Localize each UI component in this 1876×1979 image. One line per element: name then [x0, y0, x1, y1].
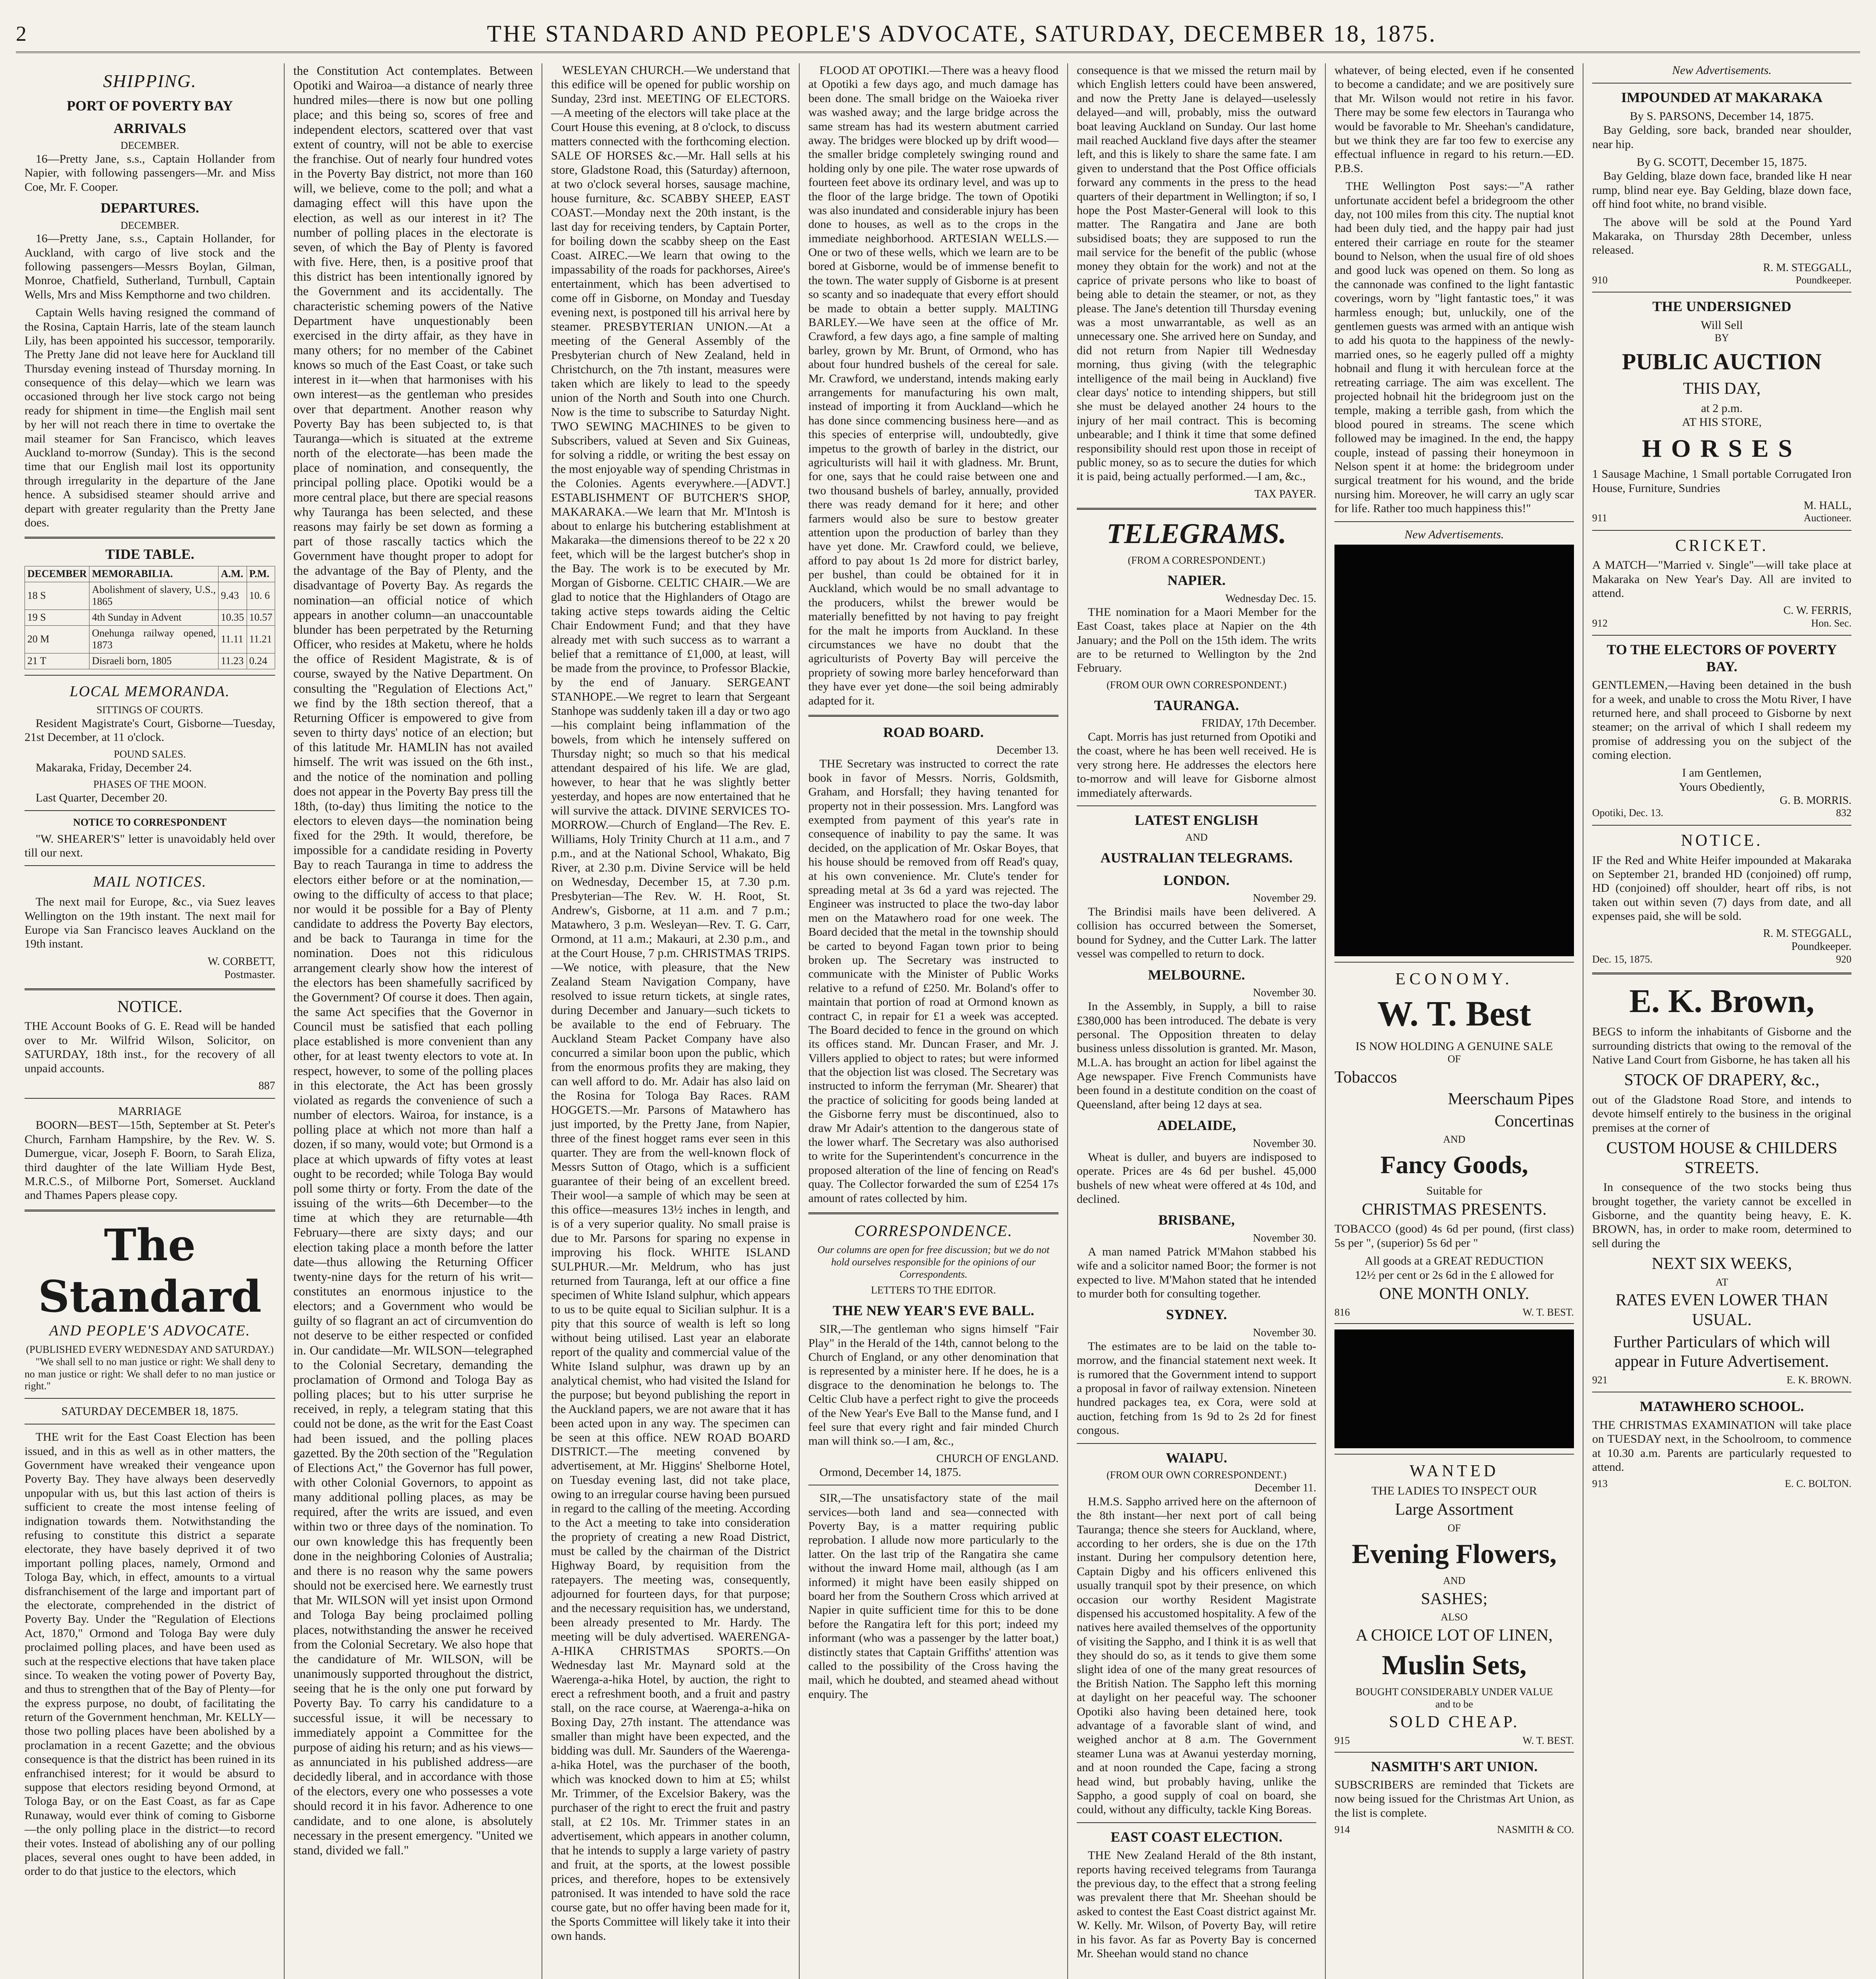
sittings-text: Resident Magistrate's Court, Gisborne—Tuesday, 21st December, at 11 o'clock.	[25, 717, 275, 744]
auction-items: 1 Sausage Machine, 1 Small portable Corrugated Iron House, Furniture, Sundries	[1592, 467, 1851, 495]
auction-by: BY	[1714, 332, 1729, 344]
electors-heading: TO THE ELECTORS OF POVERTY BAY.	[1606, 642, 1837, 674]
best-of: OF	[1447, 1053, 1461, 1065]
moon-heading: PHASES OF THE MOON.	[93, 778, 207, 790]
waiapu-heading: WAIAPU.	[1165, 1449, 1227, 1466]
best-one-month: ONE MONTH ONLY.	[1379, 1285, 1529, 1303]
notice-text: THE Account Books of G. E. Read will be handed over to Mr. Wilfrid Wilson, Solicitor, on SATURDAY, 18th inst., for the recovery of all unpaid accounts.	[25, 1020, 275, 1075]
ball-letter-text: SIR,—The gentleman who signs himself "Fair Play" in the Herald of the 14th, cannot belong to the Church of England, or any other denomination that is represented by a minister here. If he does, he is a disgrace to the denomination he belongs to. The Celtic Club have a perfect right to give the proceeds of the New Year's Eve Ball to the Manse fund, and I feel sure that every right and fair minded Church man will think so.—I am, &c.,	[808, 1322, 1059, 1448]
from-own-correspondent: (FROM OUR OWN CORRESPONDENT.)	[1106, 679, 1287, 691]
marriage-text: BOORN—BEST—15th, September at St. Peter's Church, Farnham Hampshire, by the Rev. W. S. Dumergue, vicar, Joseph F. Boorn, to Sarah Eliza, third daughter of the late William Hyde Best, M.R.C.S., of Milborne Port, Somerset. Auckland and Thames Papers please copy.	[25, 1119, 275, 1202]
column-5	[1068, 63, 1325, 1979]
local-memoranda-heading: LOCAL MEMORANDA.	[70, 683, 230, 700]
cricket-ad-number: 912	[1592, 617, 1608, 629]
column-2	[285, 63, 542, 1979]
marriage-heading: MARRIAGE	[118, 1105, 182, 1118]
tide-cell: 11.23	[219, 653, 247, 669]
wanted-signature: W. T. BEST.	[1522, 1734, 1574, 1746]
tide-cell: 4th Sunday in Advent	[89, 610, 219, 625]
local-news-items: WESLEYAN CHURCH.—We understand that this edifice will be opened for public worship on Sunday, 23rd inst. MEETING OF ELECTORS.—A meeting of the electors will take place at the Court House this evening, at 8 o'clock, to discuss matters connected with the forthcoming election. SALE OF HORSES &c.—Mr. Hall sells at his store, Gladstone Road, this (Saturday) afternoon, at two o'clock several horses, sausage machine, house furniture, &c. SCABBY SHEEP, EAST COAST.—Monday next the 20th instant, is the last day for receiving tenders, by Captain Porter, for boiling down the scabby sheep on the East Coast. AIREC.—We learn that owing to the impassability of the roads for packhorses, Airee's entertainment, which has been advertised to come off in Gisborne, on Monday and Tuesday evening next, is postponed till his arrival here by steamer. PRESBYTERIAN UNION.—At a meeting of the General Assembly of the Presbyterian church of New Zealand, held in Christchurch, on the 7th instant, measures were taken which are likely to lead to the speedy union of the North and South into one Church. Now is the time to subscribe to Saturday Night. TWO SEWING MACHINES to be given to Subscribers, valued at Seven and Six Guineas, for solving a riddle, or writing the best essay on the most enjoyable way of spending Christmas in the Colonies. Agents everywhere.—[ADVT.] ESTABLISHMENT OF BUTCHER'S SHOP, MAKARAKA.—We learn that Mr. M'Intosh is about to enlarge his butchering establishment at Makaraka—the dimensions thereof to be 22 x 20 feet, which will be the largest butcher's shop in the Bay. The work is to be executed by Mr. Morgan of Gisborne. CELTIC CHAIR.—We are glad to notice that the Highlanders of Otago are taking active steps towards aiding the Celtic Chair Endowment Fund; and that they have already met with such success as to warrant a belief that a remittance of £1,000, at least, will be made from the province, to Professor Blackie, by the end of January. SERGEANT STANHOPE.—We regret to learn that Sergeant Stanhope was suddenly taken ill a day or two ago—his complaint being inflammation of the bowels, from which he intensely suffered on Thursday night; so much so that his medical attendant despaired of his life. We are glad, however, to hear that he was slightly better yesterday, and hopes are now entertained that he will survive the attack. DIVINE SERVICES TO-MORROW.—Church of England—The Rev. E. Williams, Holy Trinity Church at 11 a.m., and 7 p.m., and at the National School, Whakato, Big River, at 2.30 p.m. Divine Service will be held on Wednesday, December 15, at 7.30 p.m. Presbyterian—The Rev. W. H. Root, St. Andrew's, Gisborne, at 11 a.m. and 7 p.m.; Matawhero, 3 p.m. Wesleyan—Rev. T. G. Carr, Ormond, at 11 a.m.; Makauri, at 2.30 p.m., and at the Court House, 7 p.m. CHRISTMAS TRIPS.—We notice, with pleasure, that the New Zealand Steam Navigation Company, have resolved to issue return tickets, at single rates, during December and January—such tickets to be available to the end of February. The Auckland Steam Packet Company have also concurred a similar boon upon the public, which from the enormous profits they are making, they can well afford to do. Mr. Adair has also laid on the Rosina for Tologa Bay Races. RAM HOGGETS.—Mr. Parsons of Matawhero has just imported, by the Pretty Jane, from Napier, three of the finest hogget rams ever seen in this quarter. They are from the well-known flock of Messrs Sutton of Otago, which is a sufficient guarantee of their being of an excellent breed. Their wool—a sample of which may be seen at this office—measures 13½ inches in length, and is of a very superior quality. No small praise is due to Mr. Parsons for sparing no expense in improving his flock. WHITE ISLAND SULPHUR.—Mr. Meldrum, who has just returned from Tauranga, left at our office a fine specimen of White Island sulphur, which appears to us to be quite equal to Sicilian sulphur. It is a pity that this source of wealth is left so long without being utilised. Last year an elaborate report of the quality and commercial value of the White Island sulphur, was drawn up by an analytical chemist, who had visited the Island for the purpose; but beyond publishing the report in the Auckland papers, we are not aware that it has been acted upon in any way. The specimen can be seen at this office. NEW ROAD BOARD DISTRICT.—The meeting convened by advertisement, at Mr. Higgins' Shelborne Hotel, on Tuesday evening last, did not take place, owing to an irregular course having been pursued in regard to the calling of the meeting. According to the Act a meeting to take into consideration the propriety of creating a new Road District, must be called by the chairman of the District Highway Board, by requisition from the ratepayers. The meeting was, consequently, adjourned for fourteen days, for that purpose; and the necessary requisition has, we understand, been already presented to Mr. Hardy. The meeting will be duly advertised. WAERENGA-A-HIKA CHRISTMAS SPORTS.—On Wednesday last Mr. Maynard sold at the Waerenga-a-hika Hotel, by auction, the right to erect a refreshment booth, and a fruit and pastry stall, on the race course, at Waerenga-a-hika on Boxing Day, 27th instant. The attendance was smaller than might have been expected, and the bidding was dull. Mr. Saunders of the Waerenga-a-hika Hotel, was the purchaser of the booth, which was knocked down to him at £5; whilst Mr. Trimmer, of the Excelsior Bakery, was the purchaser of the right to erect the fruit and pastry stall, at £2 10s. Mr. Trimmer states in an advertisement, which appears in another column, that he intends to supply a large variety of pastry and fruit, at the sports, at the lowest possible prices, and therefore, hopes to be extensively patronised. It was intended to have sold the race course gate, but no offer having been made for it, the Sports Committee will likely take it into their own hands.	[551, 63, 790, 1943]
east-coast-election-heading: EAST COAST ELECTION.	[1110, 1829, 1283, 1845]
tide-cell: 11.21	[247, 625, 275, 653]
brown-custom-house: CUSTOM HOUSE & CHILDERS STREETS.	[1606, 1139, 1838, 1177]
departure-entry: 16—Pretty Jane, s.s., Captain Hollander, for Auckland, with cargo of live stock and the following passengers—Messrs Boylan, Gilman, Monroe, Chatfield, Sutherland, Turnbull, Captain Wells, Mrs and Miss Kempthorne and two children.	[25, 232, 275, 301]
editorial-text: THE writ for the East Coast Election has been issued, and in this as well as in other matters, the Government have wreaked their vengeance upon Poverty Bay. They have always been deservedly unpopular with us, but this last action of theirs is sufficient to create the most intense feeling of indignation towards them. Notwithstanding the refusing to constitute this district a separate electorate, they have basely deprived it of two important polling places, namely, Ormond and Tologa Bay, which, in effect, amounts to a virtual disfranchisement of the large and important part of the electorate, comprehended in the district of Poverty Bay. Under the "Regulation of Elections Act, 1870," Ormond and Tologa Bay were duly proclaimed polling places, and have been used as such at the respective elections that have taken place since. To weaken the voting power of Poverty Bay, and thus to strengthen that of the Bay of Plenty—for the express purpose, no doubt, of facilitating the return of the Government henchman, Mr. KELLY—those two polling places have been abolished by a proclamation in a recent Gazette; and the obvious consequence is that the district has been ruined in its enfranchised interest; for it would be absurd to suppose that electors residing beyond Ormond, at Tologa Bay, or on the East Coast, as far as Cape Runaway, would ever think of coming to Gisborne—the only polling place in the district—to record their votes. Instead of abolishing any of our polling places, several ones ought to have been added, in order to do that justice to the electors, which	[25, 1430, 275, 1878]
postmaster-title: Postmaster.	[224, 968, 275, 981]
local-news-continued: FLOOD AT OPOTIKI.—There was a heavy flood at Opotiki a few days ago, and much damage has been done. The small bridge on the Waioeka river was washed away; and the large bridge across the same stream has had its western abutment carried away. The bridges were blocked up by drift wood—the smaller bridge completely swinging round and holding only by one pile. The water rose upwards of fourteen feet above its ordinary level, and was up to the floor of the large bridge. The town of Opotiki was also inundated and considerable injury has been done to houses, as well as to the crops in the immediate neighborhood. ARTESIAN WELLS.—One or two of these wells, which we learn are to be bored at Gisborne, would be of immense benefit to the town. The water supply of Gisborne is at present so scanty and so inadequate that every effort should be made to obtain a better supply. MALTING BARLEY.—We have seen at the office of Mr. Crawford, a few days ago, a fine sample of malting barley, grown by Mr. Brunt, of Ormond, who has about four hundred bushels of the cereal for sale. Mr. Crawford, we understand, intends making early arrangements for manufacturing his own malt, instead of importing it from Auckland—which he has done since commencing business here—and as this species of enterprise will, undoubtedly, give impetus to the growth of barley in the district, our agriculturists will hail it with gladness. Mr. Brunt, for one, says that he could raise between one and two thousand bushels of barley, annually, provided there was ready demand for it here; and other farmers would also be sure to bestow greater attention upon the production of barley than they have yet done. Mr. Crawford could, we believe, afford to pay about 1s 2d more for district barley, per bushel, than could be obtained for it in Auckland, which would be no small advantage to the producers, whilst the brewer would be materially benefitted by not having to pay freight for the malt he imports from Auckland. In these circumstances we have no doubt that the agriculturists of Poverty Bay will perceive the propriety of sowing more barley henceforward than they have ever yet done—the soil being admirably adapted for it.	[808, 64, 1059, 707]
wanted-also: ALSO	[1441, 1611, 1468, 1623]
school-heading: MATAWHERO SCHOOL.	[1640, 1398, 1804, 1415]
shipping-heading: SHIPPING.	[103, 71, 197, 91]
brown-text-3: In consequence of the two stocks being thus brought together, the variety cannot be excelled in Gisborne, and the quantity being heavy, E. K. BROWN, has, in order to make room, determined to sell during the	[1592, 1181, 1851, 1250]
and-connector: AND	[1185, 832, 1208, 843]
wanted-heading: WANTED	[1409, 1462, 1499, 1481]
public-auction-heading: PUBLIC AUCTION	[1622, 349, 1822, 374]
sydney-text: The estimates are to be laid on the table to-morrow, and the financial statement next week. It is rumored that the Government intend to support a proposal in favor of railway extension. Nineteen hundred packages tea, ex Cora, were sold at auction, fetching from 1s 9d to 2s 2d for finest congous.	[1077, 1339, 1316, 1437]
tide-cell: 0.24	[247, 653, 275, 669]
best-and: AND	[1443, 1134, 1465, 1145]
economy-heading: ECONOMY.	[1395, 970, 1513, 988]
letters-heading: LETTERS TO THE EDITOR.	[871, 1284, 996, 1296]
waiapu-date: December 11.	[1254, 1481, 1316, 1494]
brown-further: Further Particulars of which will appear in Future Advertisement.	[1613, 1333, 1830, 1371]
table-row	[25, 582, 275, 610]
mail-letter-text: SIR,—The unsatisfactory state of the mail services—both land and sea—connected with Poverty Bay, is a matter requiring public reprobation. I allude now more particularly to the latter. On the last trip of the Rangatira she came without the inward Home mail, although (as I am informed) it might have been easily shipped on board her from the Southern Cross which arrived at Napier in quite sufficient time for this to be done before the Rangatira left for this port; indeed my informant (who was a passenger by the latter boat,) distinctly states that Captain Griffiths' attention was called to the possibility of the Cross having the mail, which he doubted, and steamed ahead without enquiry. The	[808, 1491, 1059, 1701]
impounded-heading: IMPOUNDED AT MAKARAKA	[1621, 89, 1823, 106]
postmaster-name: W. CORBETT,	[207, 955, 275, 968]
tide-cell: 10. 6	[247, 582, 275, 610]
london-heading: LONDON.	[1163, 872, 1230, 888]
tide-col-header: P.M.	[247, 566, 275, 582]
at-his-store: AT HIS STORE,	[1682, 416, 1762, 429]
mail-letter-continued: consequence is that we missed the return mail by which English letters could have been answered, and now the Pretty Jane is delayed—uselessly delayed—and will, probably, miss the outward boat leaving Auckland on Sunday. Our last home mail reached Auckland five days after the steamer left, and this is likely to share the same fate. I am given to understand that the Post Office officials forward any comments in the press to the head quarters of their department in Wellington; if so, I hope the Post Master-General will look to this matter. The Rangatira and Jane are both subsidised boats; they are supposed to run the mail service for the benefit of the public (whose money they obtain for the work) and not at the caprice of private persons who like to boast of being able to detain the steamer, or not, as they please. The Jane's detention till Thursday evening was a most unwarrantable, as well as an unnecessary one. She arrived here on Sunday, and did not return from Napier till Wednesday morning, thus giving (with the telegraphic intelligence of the mail being in Auckland) five clear days' notice to intending shippers, but still she must be delayed another 24 hours to the injury of her mail contract. This is becoming unbearable; and I think it time that some defined responsibility should rest upon those in receipt of public money, so as to secure the duties for which it is paid, being actually performed.—I am, &c.,	[1077, 64, 1316, 483]
best-signature: W. T. BEST.	[1522, 1306, 1574, 1318]
heifer-notice-date: Dec. 15, 1875.	[1592, 953, 1653, 965]
brown-rates: RATES EVEN LOWER THAN USUAL.	[1615, 1291, 1828, 1329]
table-row	[25, 610, 275, 625]
newspaper-title: THE STANDARD AND PEOPLE'S ADVOCATE, SATURDAY, DECEMBER 18, 1875.	[487, 20, 1437, 47]
school-text: THE CHRISTMAS EXAMINATION will take place on TUESDAY next, in the Schoolroom, to commence at 10.30 a.m. Parents are particularly requested to attend.	[1592, 1418, 1851, 1474]
correspondence-heading: CORRESPONDENCE.	[854, 1221, 1013, 1240]
tide-table	[25, 566, 275, 669]
undersigned-heading: THE UNDERSIGNED	[1652, 298, 1792, 315]
editorial-dateline: SATURDAY DECEMBER 18, 1875.	[61, 1404, 238, 1418]
best-pipes: Meerschaum Pipes	[1448, 1090, 1574, 1109]
correspondence-note: Our columns are open for free discussion; but we do not hold ourselves responsible for the opinions of our Correspondents.	[817, 1244, 1049, 1280]
best-ad-number: 816	[1334, 1306, 1350, 1318]
notice-heading: NOTICE.	[117, 997, 182, 1016]
tide-cell: 19 S	[25, 610, 89, 625]
tauranga-heading: TAURANGA.	[1154, 697, 1239, 713]
tide-cell: 9.43	[219, 582, 247, 610]
best-advertisement	[1334, 962, 1574, 1324]
adelaide-text: Wheat is duller, and buyers are indisposed to operate. Prices are 4s 6d per bushel. 45,000 bushels of new wheat were offered at 4s 10d, and declined.	[1077, 1150, 1316, 1206]
muslin-sets: Muslin Sets,	[1382, 1650, 1527, 1681]
sydney-date: November 30.	[1253, 1326, 1316, 1339]
bolton-signature: E. C. BOLTON.	[1785, 1478, 1851, 1490]
electors-text: GENTLEMEN,—Having been detained in the bush for a week, and unable to cross the Motu River, I have returned here, and shall proceed to Gisborne by next steamer; on the arrival of which I shall redeem my promise of addressing you on the subject of the coming election.	[1592, 678, 1851, 762]
school-ad-number: 913	[1592, 1478, 1608, 1490]
tide-cell: 10.35	[219, 610, 247, 625]
best-concertinas: Concertinas	[1494, 1112, 1574, 1130]
nasmith-text: SUBSCRIBERS are reminded that Tickets are now being issued for the Christmas Art Union, as the list is complete.	[1334, 1778, 1574, 1819]
ball-letter-signature: CHURCH OF ENGLAND.	[936, 1452, 1059, 1465]
australian-telegrams-heading: AUSTRALIAN TELEGRAMS.	[1100, 850, 1293, 866]
table-row	[25, 625, 275, 653]
road-board-text: THE Secretary was instructed to correct the rate book in favor of Messrs. Norris, Goldsmith, Graham, and Horsfall; they having tenanted for property not in their possession. Mrs. Langford was exempted from payment of this year's rate in consequence of inability to pay the same. It was decided, on the application of Mr. Oskar Boyes, that his house should be removed from off Read's quay, at his own convenience. Mr. Clute's tender for spreading metal at 3s 6d a yard was rejected. The Engineer was instructed to place the two-day labor men on the Matawhero road for one week. The Board decided that the metal in the township should be carted to beyond Fagan town prior to being broken up. The Secretary was instructed to communicate with the Minister of Public Works relative to a refund of £250. Mr. Boland's offer to maintain that portion of road at Ormond known as contract C, in repair for £1 a week was accepted. The Board decided to fence in the ground on which its offices stand. Mr. Duncan Fraser, and Mr. J. Villers applied to object to rates; but were informed that the objection list was closed. The Secretary was instructed to inform the ferryman (Mr. Shearer) that the practice of soliciting for goods being landed at the Gisborne ferry must be discontinued, also to draw Mr Adair's attention to the dangerous state of the lower wharf. The Secretary was also authorised to write for the Superintendent's concurrence in the proposed alteration of the line of fencing on Read's quay. The Collector forwarded the sum of £254 17s amount of rates collected by him.	[808, 757, 1059, 1205]
mail-letter-signature: TAX PAYER.	[1254, 488, 1316, 500]
and-to-be: and to be	[1435, 1698, 1473, 1710]
pound-sales-heading: POUND SALES.	[114, 748, 186, 760]
impounded-text-2: Bay Gelding, blaze down face, branded like H near rump, blind near eye. Bay Gelding, blaze down face, off hind foot white, no brand visible.	[1592, 169, 1851, 211]
sashes: SASHES;	[1421, 1590, 1488, 1608]
impounded-by-2: By G. SCOTT, December 15, 1875.	[1637, 156, 1807, 169]
impounded-text: Bay Gelding, sore back, branded near shoulder, near hip.	[1592, 123, 1851, 151]
brown-next-six-weeks: NEXT SIX WEEKS,	[1652, 1255, 1792, 1273]
sittings-heading: SITTINGS OF COURTS.	[96, 704, 203, 716]
table-row	[25, 653, 275, 669]
sydney-heading: SYDNEY.	[1166, 1307, 1227, 1323]
ladies-line: THE LADIES TO INSPECT OUR	[1371, 1484, 1537, 1497]
motto: "We shall sell to no man justice or right: We shall deny to no man justice or right: We shall defer to no man justice or right."	[25, 1356, 275, 1392]
best-reduction: All goods at a GREAT REDUCTION	[1365, 1254, 1544, 1268]
nasmith-signature: NASMITH & CO.	[1497, 1824, 1574, 1836]
steggall-name-2: R. M. STEGGALL,	[1763, 927, 1851, 940]
brown-at: AT	[1715, 1276, 1728, 1288]
road-board-heading: ROAD BOARD.	[883, 724, 984, 740]
brisbane-heading: BRISBANE,	[1158, 1212, 1235, 1228]
london-text: The Brindisi mails have been delivered. A collision has occurred between the Somerset, bound for Sydney, and the Cutter Lark. The latter vessel was compelled to return to dock.	[1077, 905, 1316, 961]
from-correspondent: (FROM A CORRESPONDENT.)	[1128, 554, 1265, 566]
shipping-note: Captain Wells having resigned the command of the Rosina, Captain Harris, late of the steam launch Lily, has been appointed his successor, temporarily. The Pretty Jane did not leave here for Auckland till Thursday evening instead of Thursday morning. In consequence of this delay—which we learn was occasioned through her live stock cargo not being ready for shipment in time—the English mail sent by her will not reach there in time to overtake the mail steamer for San Francisco, which leaves Auckland to-morrow (Sunday). This is the second time that our English mail lost its opportunity through irregularity in the departure of the Jane hence. A subsidised steamer should arrive and depart with greater regularity than the Pretty Jane does.	[25, 306, 275, 529]
impound-ad-number: 910	[1592, 274, 1608, 286]
cricket-heading: CRICKET.	[1675, 536, 1769, 555]
electors-closing: Yours Obediently,	[1679, 780, 1765, 794]
melbourne-text: In the Assembly, in Supply, a bill to raise £380,000 has been introduced. The debate is very personal. The Opposition threaten to delay business unless dissolution is granted. Mr. Mason, M.L.A. has brought an action for libel against the Age newspaper. Five French Communists have been found in a destitute condition on the coast of Queensland, after being 12 days at sea.	[1077, 1000, 1316, 1111]
brown-text: BEGS to inform the inhabitants of Gisborne and the surrounding districts that owing to the removal of the Native Land Court from Gisborne, he has taken all his	[1592, 1025, 1851, 1067]
wellington-post-item: THE Wellington Post says:—"A rather unfortunate accident befel a bridegroom the other day, not 100 miles from this city. The nuptial knot had been duly tied, and the happy pair had just entered their carriage en route for the steamer bound to Nelson, when the usual fire of old shoes and good luck was opened on them. So long as the cannonade was confined to the light fantastic coverings, worn by "light fantastic toes," it was harmless enough; but, unluckily, one of the gentlemen guests was armed with an antique wish to add his quota to the happiness of the newly-married ones, so he eagerly pulled off a mighty hobnail and flung it with herculean force at the retreating carriage. The aim was excellent. The projected hobnail hit the bridegroom just on the temple, making a terrible gash, from which the blood poured in streams. The scene which followed may be imagined. In the end, the happy couple, instead of passing their honeymoon in Nelson spent it at home: the bridegroom under surgical treatment for his wound, and the bride nursing him. Moreover, he will carry an ugly scar for life. Rather too much happiness this!"	[1334, 180, 1574, 515]
arrivals-heading: ARRIVALS	[113, 120, 186, 136]
mail-notices-heading: MAIL NOTICES.	[93, 874, 207, 891]
horses-heading: HORSES	[1642, 434, 1802, 462]
new-advertisements-heading: New Advertisements.	[1404, 528, 1504, 541]
page-number: 2	[16, 22, 27, 46]
brown-name: E. K. Brown,	[1629, 983, 1815, 1020]
brisbane-date: November 30.	[1253, 1232, 1316, 1244]
notice-number: 887	[258, 1079, 275, 1092]
tauranga-text: Capt. Morris has just returned from Opotiki and the coast, where he has been well received. He is very strong here. He addresses the electors here to-morrow and will leave for Gisborne almost immediately afterwards.	[1077, 730, 1316, 800]
waiapu-source: (FROM OUR OWN CORRESPONDENT.)	[1106, 1469, 1287, 1481]
bought-under-value: BOUGHT CONSIDERABLY UNDER VALUE	[1355, 1686, 1553, 1698]
column-1	[16, 63, 284, 1979]
tide-cell: Disraeli born, 1805	[89, 653, 219, 669]
best-tobaccos: Tobaccos	[1334, 1068, 1397, 1086]
london-date: November 29.	[1253, 892, 1316, 905]
tide-cell: 10.57	[247, 610, 275, 625]
adelaide-heading: ADELAIDE,	[1157, 1117, 1236, 1134]
advocate-subtitle: AND PEOPLE'S ADVOCATE.	[49, 1322, 251, 1339]
column-3	[542, 63, 799, 1979]
tide-cell: 21 T	[25, 653, 89, 669]
departures-month: DECEMBER.	[120, 219, 179, 231]
moon-text: Last Quarter, December 20.	[36, 791, 167, 804]
east-coast-election-text: THE New Zealand Herald of the 8th instant, reports having received telegrams from Tauranga the previous day, to the effect that a strong feeling was prevalent there that Mr. Sheehan should be asked to contest the East Coast district against Mr. W. Kelly. Mr. Wilson, of Poverty Bay, will retire in his favor. As far as Poverty Bay is concerned Mr. Sheehan would stand no chance	[1077, 1849, 1316, 1960]
will-sell: Will Sell	[1701, 318, 1743, 332]
sold-cheap: SOLD CHEAP.	[1389, 1713, 1520, 1732]
wanted-of: OF	[1447, 1522, 1461, 1534]
best-discount: 12½ per cent or 2s 6d in the £ allowed for	[1355, 1268, 1554, 1282]
editorial-continuation: the Constitution Act contemplates. Between Opotiki and Wairoa—a distance of nearly three hundred miles—there is now but one polling place; and this being so, scores of free and independent electors, scattered over that vast extent of country, will not be able to exercise the franchise. Out of nearly four hundred votes in the Poverty Bay district, not more than 160 will, we believe, come to the poll; and what a damaging effect will this have upon the election, as well as our interest in it? The number of polling places in the electorate is seven, of which the Bay of Plenty is favored with five. Here, then, is a positive proof that this district has been intentionally ignored by the Government and its accidentally. The characteristic scheming powers of the Native Department have unquestionably been exercised in the dirty affair, as they have in many others; for no member of the Cabinet knows so much of the East Coast, or take such interest in it—when that harmonises with his own interest—as the gentleman who presides over that department. Another reason why Poverty Bay has been subjected to, is that Tauranga—which is situated at the extreme north of the electorate—has been made the place of nomination, and consequently, the principal polling place. Opotiki would be a more central place, but there are special reasons why Tauranga has been selected, and these reasons may fairly be set down as forming a part of those rascally tactics which the Government have thought proper to adopt for the advantage of the Bay of Plenty, and the disadvantage of Poverty Bay. As regards the nomination—an official notice of which appears in another column—an unaccountable blunder has been perpetrated by the Returning Officer, who resides at Maketu, where he holds the office of Resident Magistrate, & is of course, swayed by the Native Department. On consulting the "Regulation of Elections Act," we find by the 18th section thereof, that a Returning Officer is empowered to give from seven to thirty days' notice of an election; but of this latitude Mr. HAMLIN has not availed himself. The writ was issued on the 6th inst., and the notice of the nomination and polling does not appear in the Poverty Bay press till the 18th, (to-day) thus limiting the notice to the electors to eleven days—the nomination being fixed for the 29th. It would, therefore, be impossible for a candidate residing in Poverty Bay to reach Tauranga in time to address the electors either before or at the nomination,—owing to the difficulty of access to that place; nor would it be possible for a Bay of Plenty candidate to address the Poverty Bay electors, and be back to Tauranga in time for the nomination. Does not this ridiculous arrangement clearly show how the interest of the electors has been shamefully sacrificed by the Government? Of course it does. Then again, the same Act specifies that the Governor in Council must be satisfied that each polling place established is more convenient than any other, for at least twenty electors to vote at. In respect, however, to some of the polling places in this electorate, the Act has been grossly violated as regards the convenience of such a number of electors. Wairoa, for instance, is a polling place at which not more than half a dozen, if so many, would vote; but Ormond is a place at which upwards of fifty votes at least ought to be recorded; while Tologa Bay would poll some thirty or forty. From the date of the issuing of the writs—6th December—to the time at which they are returnable—4th February—there are sixty days; and our election taking place a month before the latter date—thus allowing the Returning Officer twenty-nine days for the return of his writ—constitutes an enormous injustice to the electors; and a Government who would be guilty of so flagrant an act of circumvention do not deserve to be either respected or confided in. Our candidate—Mr. WILSON—telegraphed to the Colonial Secretary, demanding the proclamation of Ormond and Tologa Bay as polling places; but to his utter surprise he received, in reply, a telegram stating that this could not be done, as the writ for the East Coast had been issued, and the polling places gazetted. By the 20th section of the "Regulation of Elections Act," the Governor has full power, with other Colonial Governors, to appoint as many additional polling places, as may be required, after the writs are issued, and even within two or three days of the nomination. To our own knowledge this has frequently been done in the neighboring Colonies of Australia; and there is no reason why the same powers should not be exercised here. We earnestly trust that Mr. WILSON will yet insist upon Ormond and Tologa Bay being proclaimed polling places, notwithstanding the answer he received from the Colonial Secretary. We also hope that the candidature of Mr. WILSON, will be unanimously supported throughout the district, seeing that he is the only one put forward by Poverty Bay. To carry his candidature to a successful issue, it will be necessary to immediately appoint a Committee for the purpose of aiding his return; and as his views—as annunciated in his published address—are decidedly liberal, and in accordance with those of the electors, every one who possesses a vote should record it in his favor. Adherence to one candidate, and to one alone, is absolutely necessary in the present emergency. "United we stand, divided we fall."	[293, 64, 533, 1857]
this-day: THIS DAY,	[1683, 380, 1761, 398]
melbourne-heading: MELBOURNE.	[1148, 967, 1245, 983]
port-heading: PORT OF POVERTY BAY	[67, 98, 233, 114]
publication-schedule: (PUBLISHED EVERY WEDNESDAY AND SATURDAY.)	[26, 1344, 274, 1356]
departures-heading: DEPARTURES.	[100, 200, 200, 216]
best-fancy-goods: Fancy Goods,	[1380, 1151, 1528, 1179]
tauranga-date: FRIDAY, 17th December.	[1201, 717, 1316, 729]
adelaide-date: November 30.	[1253, 1137, 1316, 1150]
best-sale-line: IS NOW HOLDING A GENUINE SALE	[1355, 1039, 1553, 1053]
correspondent-notice-text: "W. SHEARER'S" letter is unavoidably held over till our next.	[25, 832, 275, 860]
napier-text: THE nomination for a Maori Member for the East Coast, takes place at Napier on the 4th January; and the Poll on the 15th idem. The writs are to be returned to Wellington by the 2nd February.	[1077, 605, 1316, 675]
tide-cell: Abolishment of slavery, U.S., 1865	[89, 582, 219, 610]
nasmith-ad-number: 914	[1334, 1824, 1350, 1836]
best-tobacco-prices: TOBACCO (good) 4s 6d per pound, (first class) 5s per ", (superior) 5s 6d per "	[1334, 1222, 1574, 1250]
column-4	[800, 63, 1067, 1979]
wanted-advertisement	[1334, 1454, 1574, 1752]
arrivals-month: DECEMBER.	[120, 140, 179, 152]
heifer-ad-number: 920	[1836, 953, 1851, 965]
napier-heading: NAPIER.	[1167, 572, 1226, 589]
steggall-name: R. M. STEGGALL,	[1763, 261, 1851, 274]
column-7	[1583, 63, 1860, 1979]
ferris-name: C. W. FERRIS,	[1783, 604, 1851, 617]
hon-sec-title: Hon. Sec.	[1811, 617, 1851, 629]
column-6	[1326, 63, 1583, 1979]
tide-col-header: MEMORABILIA.	[89, 566, 219, 582]
brown-ad-number: 921	[1592, 1374, 1608, 1386]
electors-salutation: I am Gentlemen,	[1682, 766, 1762, 780]
standard-nameplate: The Standard	[38, 1219, 262, 1322]
wanted-and: AND	[1443, 1574, 1465, 1586]
cricket-text: A MATCH—"Married v. Single"—will take place at Makaraka on New Year's Day. All are invited to attend.	[1592, 558, 1851, 600]
brisbane-text: A man named Patrick M'Mahon stabbed his wife and a solicitor named Boor; the former is not expected to live. M'Mahon stated that he intended to murder both for consulting together.	[1077, 1245, 1316, 1300]
mail-notices-text: The next mail for Europe, &c., via Suez leaves Wellington on the 19th instant. The next mail for Europe via San Francisco leaves Auckland on the 19th instant.	[25, 895, 275, 951]
ball-letter-date: Ormond, December 14, 1875.	[819, 1465, 962, 1479]
auction-time: at 2 p.m.	[1701, 401, 1743, 415]
large-assortment: Large Assortment	[1395, 1500, 1513, 1519]
best-name: W. T. Best	[1377, 994, 1531, 1034]
wanted-ad-number: 915	[1334, 1734, 1350, 1746]
brown-stock: STOCK OF DRAPERY, &c.,	[1624, 1071, 1820, 1090]
tide-col-header: A.M.	[219, 566, 247, 582]
tide-cell: 20 M	[25, 625, 89, 653]
correspondent-notice-heading: NOTICE TO CORRESPONDENT	[73, 816, 227, 828]
morris-ad-number: 832	[1836, 807, 1851, 819]
hall-name: M. HALL,	[1804, 499, 1851, 512]
best-suitable: Suitable for	[1426, 1184, 1482, 1197]
tide-cell: 11.11	[219, 625, 247, 653]
tide-cell: 18 S	[25, 582, 89, 610]
telegrams-heading: TELEGRAMS.	[1106, 517, 1287, 549]
best-christmas: CHRISTMAS PRESENTS.	[1362, 1200, 1547, 1219]
morris-place: Opotiki, Dec. 13.	[1592, 807, 1663, 819]
ball-letter-heading: THE NEW YEAR'S EVE BALL.	[833, 1302, 1034, 1318]
redacted-block	[1334, 1329, 1574, 1448]
arrival-entry: 16—Pretty Jane, s.s., Captain Hollander from Napier, with following passengers—Mr. and Miss Coe, Mr. F. Cooper.	[25, 152, 275, 194]
pound-sales-text: Makaraka, Friday, December 24.	[36, 761, 192, 774]
melbourne-date: November 30.	[1253, 987, 1316, 999]
impounded-sale: The above will be sold at the Pound Yard Makaraka, on Thursday 28th December, unless released.	[1592, 215, 1851, 257]
poundkeeper-title-2: Poundkeeper.	[1791, 940, 1851, 953]
tide-cell: Onehunga railway opened, 1873	[89, 625, 219, 653]
auctioneer-title: Auctioneer.	[1804, 512, 1851, 524]
road-board-date: December 13.	[996, 744, 1059, 757]
evening-flowers: Evening Flowers,	[1351, 1539, 1557, 1570]
impounded-by: By S. PARSONS, December 14, 1875.	[1630, 109, 1814, 123]
latest-english-heading: LATEST ENGLISH	[1135, 812, 1258, 828]
choice-linen: A CHOICE LOT OF LINEN,	[1355, 1626, 1553, 1645]
nasmith-heading: NASMITH'S ART UNION.	[1370, 1758, 1538, 1774]
heifer-notice-heading: NOTICE.	[1681, 831, 1763, 850]
brown-signature: E. K. BROWN.	[1787, 1374, 1851, 1386]
page-masthead	[16, 16, 1860, 53]
brown-text-2: out of the Gladstone Road Store, and intends to devote himself entirely to the business in the original premises at the corner of	[1592, 1093, 1851, 1134]
new-advertisements-heading: New Advertisements.	[1672, 64, 1772, 77]
waiapu-text: H.M.S. Sappho arrived here on the afternoon of the 8th instant—her next port of call being Tauranga; thence she steers for Auckland, where, according to her orders, she is due on the 17th instant. During her compulsory detention here, Captain Digby and his officers enlivened this usually tranquil spot by their presence, on which occasion our worthy Resident Magistrate dispensed his accustomed hospitality. A few of the natives here availed themselves of the opportunity of visiting the Sappho, and I think it is as well that they should do so, as it tends to give them some slight idea of one of the many great resources of the British Nation. The Sappho left this morning at daylight on her peaceful way. The schooner Opotiki also having been detained here, took advantage of a favorable slant of wind, and weighed anchor at 8 a.m. The Government steamer Luna was at Awanui yesterday morning, and at noon rounded the Cape, facing a strong head wind, but probably having, unlike the Sappho, a good supply of coal on board, she could, without any difficulty, tackle King Boreas.	[1077, 1495, 1316, 1816]
napier-date: Wednesday Dec. 15.	[1225, 592, 1316, 605]
redacted-block	[1334, 545, 1574, 956]
heifer-notice-text: IF the Red and White Heifer impounded at Makaraka on September 21, branded HD (conjoined) off rump, HD (conjoined) off shoulder, heart off ribs, is not taken out within seven (7) days from date, and all expenses paid, she will be sold.	[1592, 853, 1851, 923]
poundkeeper-title: Poundkeeper.	[1796, 274, 1851, 286]
election-note-continued: whatever, of being elected, even if he consented to become a candidate; and we are positively sure that Mr. Wilson would not retire in his favor. There may be some few electors in Tauranga who would be favorable to Mr. Sheehan's candidature, but we think they are far too few to exercise any effectual influence in regard to his return.—ED. P.B.S.	[1334, 64, 1574, 175]
auction-ad-number: 911	[1592, 512, 1608, 524]
morris-name: G. B. MORRIS.	[1779, 794, 1851, 807]
tide-table-heading: TIDE TABLE.	[105, 546, 194, 562]
tide-col-header: DECEMBER	[25, 566, 89, 582]
